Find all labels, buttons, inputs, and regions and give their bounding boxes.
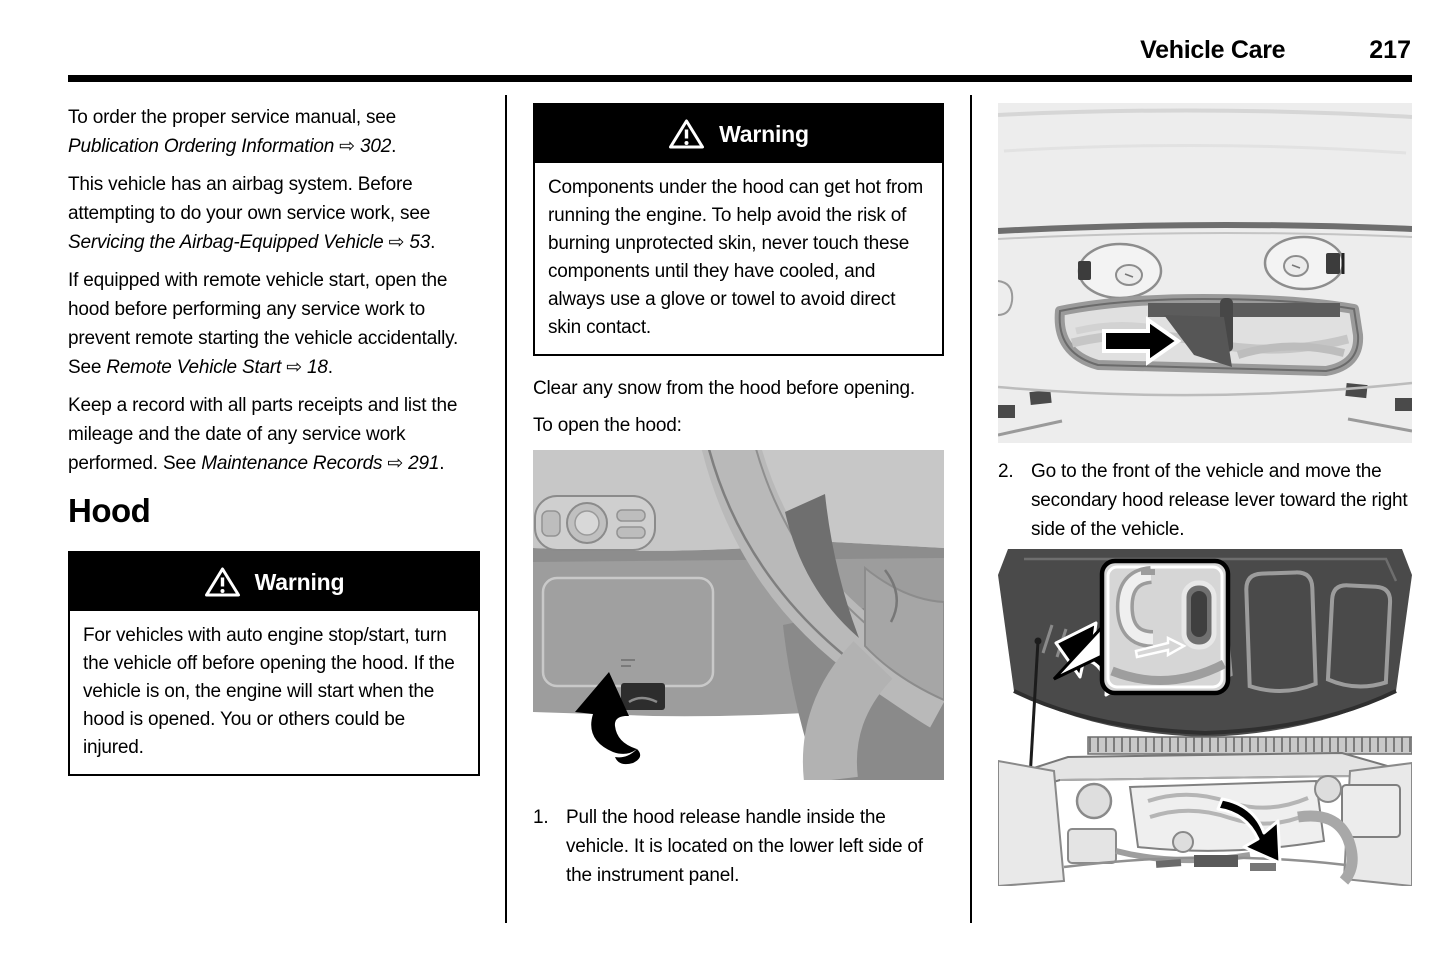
clear-snow-note: Clear any snow from the hood before opening. bbox=[533, 378, 915, 399]
paragraph bbox=[68, 391, 480, 478]
cross-reference-page: 18 bbox=[307, 357, 328, 378]
cross-reference-arrow-icon: ⇨ bbox=[383, 232, 410, 253]
hood-section-heading: Hood bbox=[68, 492, 151, 529]
warning-title: Warning bbox=[719, 120, 809, 147]
warning-triangle-icon bbox=[204, 566, 241, 598]
warning-body: Components under the hood can get hot from running the engine. To help avoid the risk of burning unprotected skin, never touch these components until they have cooled, and always use a glove or towel to avoid direct skin contact. bbox=[548, 177, 924, 338]
page-header bbox=[1140, 36, 1411, 65]
paragraph bbox=[68, 266, 480, 382]
cross-reference-page: 302 bbox=[359, 136, 392, 157]
text: . bbox=[391, 136, 397, 157]
warning-title: Warning bbox=[254, 568, 345, 595]
warning-triangle-icon bbox=[668, 118, 705, 150]
cross-reference-arrow-icon: ⇨ bbox=[382, 453, 409, 474]
step-number: 1. bbox=[533, 807, 549, 828]
text: . bbox=[430, 232, 436, 253]
cross-reference-page: 53 bbox=[409, 232, 431, 253]
paragraph bbox=[68, 103, 480, 161]
column-middle bbox=[533, 103, 944, 890]
column-left bbox=[68, 103, 480, 776]
step-number: 2. bbox=[998, 461, 1014, 482]
header-rule bbox=[68, 75, 1412, 82]
cross-reference: Maintenance Records bbox=[201, 453, 383, 474]
text: . bbox=[327, 357, 333, 378]
cross-reference-page: 291 bbox=[408, 453, 440, 474]
text: This vehicle has an airbag system. Before attempting to do your own service work, see bbox=[68, 174, 431, 224]
warning-header bbox=[70, 553, 478, 611]
section-title: Vehicle Care bbox=[1140, 36, 1286, 64]
text: Keep a record with all parts receipts and list the mileage and the date of any service work performed. See bbox=[68, 395, 458, 474]
secondary-hood-release-illustration bbox=[998, 103, 1412, 443]
column-divider bbox=[970, 95, 972, 923]
cross-reference-arrow-icon: ⇨ bbox=[281, 357, 308, 378]
warning-header bbox=[535, 105, 942, 163]
text: . bbox=[439, 453, 445, 474]
paragraph bbox=[68, 170, 480, 257]
column-divider bbox=[505, 95, 507, 923]
text: If equipped with remote vehicle start, open the hood before performing any service work to prevent remote starting the vehicle accidentally. See bbox=[68, 270, 459, 378]
warning-box-hot-components bbox=[533, 103, 944, 356]
text: To order the proper service manual, see bbox=[68, 107, 397, 128]
column-right bbox=[998, 103, 1412, 886]
to-open-hood-lead-in: To open the hood: bbox=[533, 415, 682, 436]
cross-reference: Remote Vehicle Start bbox=[106, 357, 282, 378]
step-1 bbox=[533, 803, 944, 890]
warning-body: For vehicles with auto engine stop/start, turn the vehicle off before opening the hood. If the vehicle is on, the engine will start when the hood is opened. You or others could be injured. bbox=[83, 625, 455, 758]
step-2 bbox=[998, 457, 1412, 544]
cross-reference-arrow-icon: ⇨ bbox=[334, 136, 360, 157]
cross-reference: Publication Ordering Information bbox=[68, 136, 335, 157]
cross-reference: Servicing the Airbag-Equipped Vehicle bbox=[68, 232, 384, 253]
engine-bay-prop-rod-illustration bbox=[998, 549, 1412, 886]
hood-release-handle-illustration bbox=[533, 450, 944, 780]
step-text: Go to the front of the vehicle and move the secondary hood release lever toward the right side of the vehicle. bbox=[1031, 461, 1408, 540]
step-text: Pull the hood release handle inside the vehicle. It is located on the lower left side of the instrument panel. bbox=[566, 807, 923, 886]
warning-box-hood bbox=[68, 551, 480, 776]
page-number: 217 bbox=[1369, 36, 1411, 64]
